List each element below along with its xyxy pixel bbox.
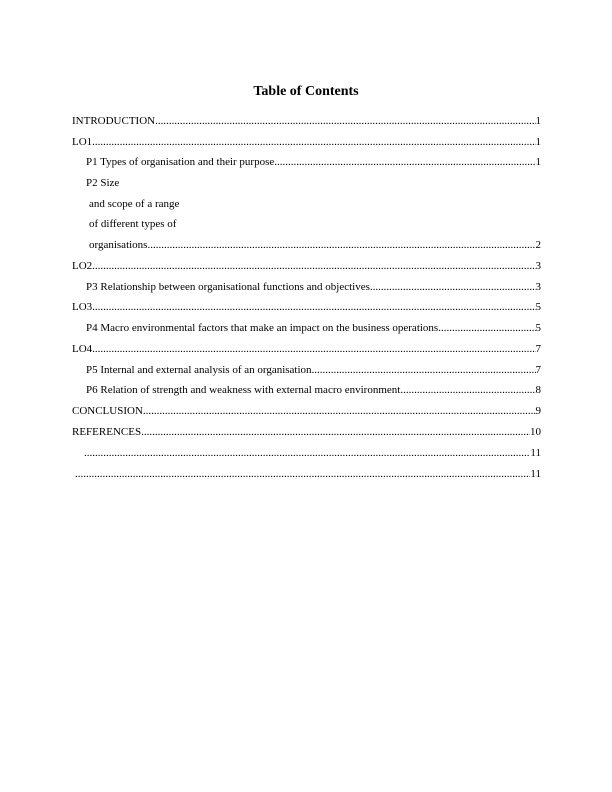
toc-entry-page: 7	[535, 364, 541, 376]
toc-entry-label: LO2	[72, 260, 93, 272]
toc-entry-lo3[interactable]	[72, 300, 541, 314]
toc-entry-page: 8	[535, 384, 541, 396]
toc-entry-label: LO4	[72, 343, 93, 355]
toc-entry-lo2[interactable]	[72, 259, 541, 273]
toc-entry-p2-line3[interactable]: of different types of	[89, 218, 177, 230]
toc-leader-dots	[92, 259, 535, 273]
toc-entry-page: 3	[535, 260, 541, 272]
toc-entry-page: 3	[535, 281, 541, 293]
toc-entry-label: LO3	[72, 301, 93, 313]
toc-entry-label: P3 Relationship between organisational functions and objectives	[86, 281, 370, 293]
toc-leader-dots	[370, 280, 536, 294]
toc-entry-label: CONCLUSION	[72, 405, 143, 417]
toc-entry-p4[interactable]	[86, 321, 541, 335]
toc-leader-dots	[92, 300, 535, 314]
toc-entry-page: 9	[535, 405, 541, 417]
toc-entry-p2[interactable]	[89, 238, 541, 252]
toc-entry-page: 10	[530, 426, 541, 438]
toc-entry-references[interactable]	[72, 425, 541, 439]
toc-entry-label: P6 Relation of strength and weakness with external macro environment.	[86, 384, 404, 396]
toc-entry-page: 11	[530, 447, 541, 459]
toc-entry-p2-line1[interactable]: P2 Size	[86, 177, 120, 189]
toc-entry-label: organisations	[89, 239, 148, 251]
toc-leader-dots	[143, 404, 536, 418]
toc-entry-lo4[interactable]	[72, 342, 541, 356]
toc-entry-page: 1	[535, 136, 541, 148]
toc-leader-dots	[84, 446, 530, 460]
toc-leader-dots	[155, 114, 535, 128]
toc-entry-lo1[interactable]	[72, 135, 541, 149]
toc-entry-label: P1 Types of organisation and their purpose	[86, 156, 275, 168]
toc-entry-introduction[interactable]	[72, 114, 541, 128]
toc-entry-page: 7	[535, 343, 541, 355]
toc-entry-p5[interactable]	[86, 363, 541, 377]
toc-entry-label: REFERENCES	[72, 426, 142, 438]
toc-leader-dots	[274, 155, 535, 169]
toc-leader-dots	[92, 135, 535, 149]
toc-entry-label: P5 Internal and external analysis of an organisation	[86, 364, 312, 376]
toc-leader-dots	[147, 238, 535, 252]
toc-entry-page: 5	[535, 322, 541, 334]
toc-leader-dots	[92, 342, 535, 356]
toc-entry-page: 2	[535, 239, 541, 251]
toc-entry-page: 11	[530, 468, 541, 480]
toc-entry-label: P4 Macro environmental factors that make an impact on the business operations	[86, 322, 439, 334]
toc-entry-conclusion[interactable]	[72, 404, 541, 418]
toc-leader-dots	[75, 467, 530, 481]
toc-title: Table of Contents	[253, 84, 359, 99]
toc-entry-untitled-2[interactable]	[75, 467, 541, 481]
toc-entry-page: 1	[535, 115, 541, 127]
toc-entry-p6[interactable]	[86, 383, 541, 397]
toc-entry-p1[interactable]	[86, 155, 541, 169]
toc-leader-dots	[312, 363, 536, 377]
toc-leader-dots	[403, 383, 535, 397]
toc-entry-label: INTRODUCTION	[72, 115, 156, 127]
toc-entry-p2-line2[interactable]: and scope of a range	[89, 198, 180, 210]
toc-entry-label: LO1	[72, 136, 93, 148]
toc-entry-page: 5	[535, 301, 541, 313]
toc-leader-dots	[141, 425, 530, 439]
toc-entry-page: 1	[535, 156, 541, 168]
toc-entry-p3[interactable]	[86, 280, 541, 294]
toc-leader-dots	[438, 321, 535, 335]
toc-entry-untitled-1[interactable]	[84, 446, 541, 460]
